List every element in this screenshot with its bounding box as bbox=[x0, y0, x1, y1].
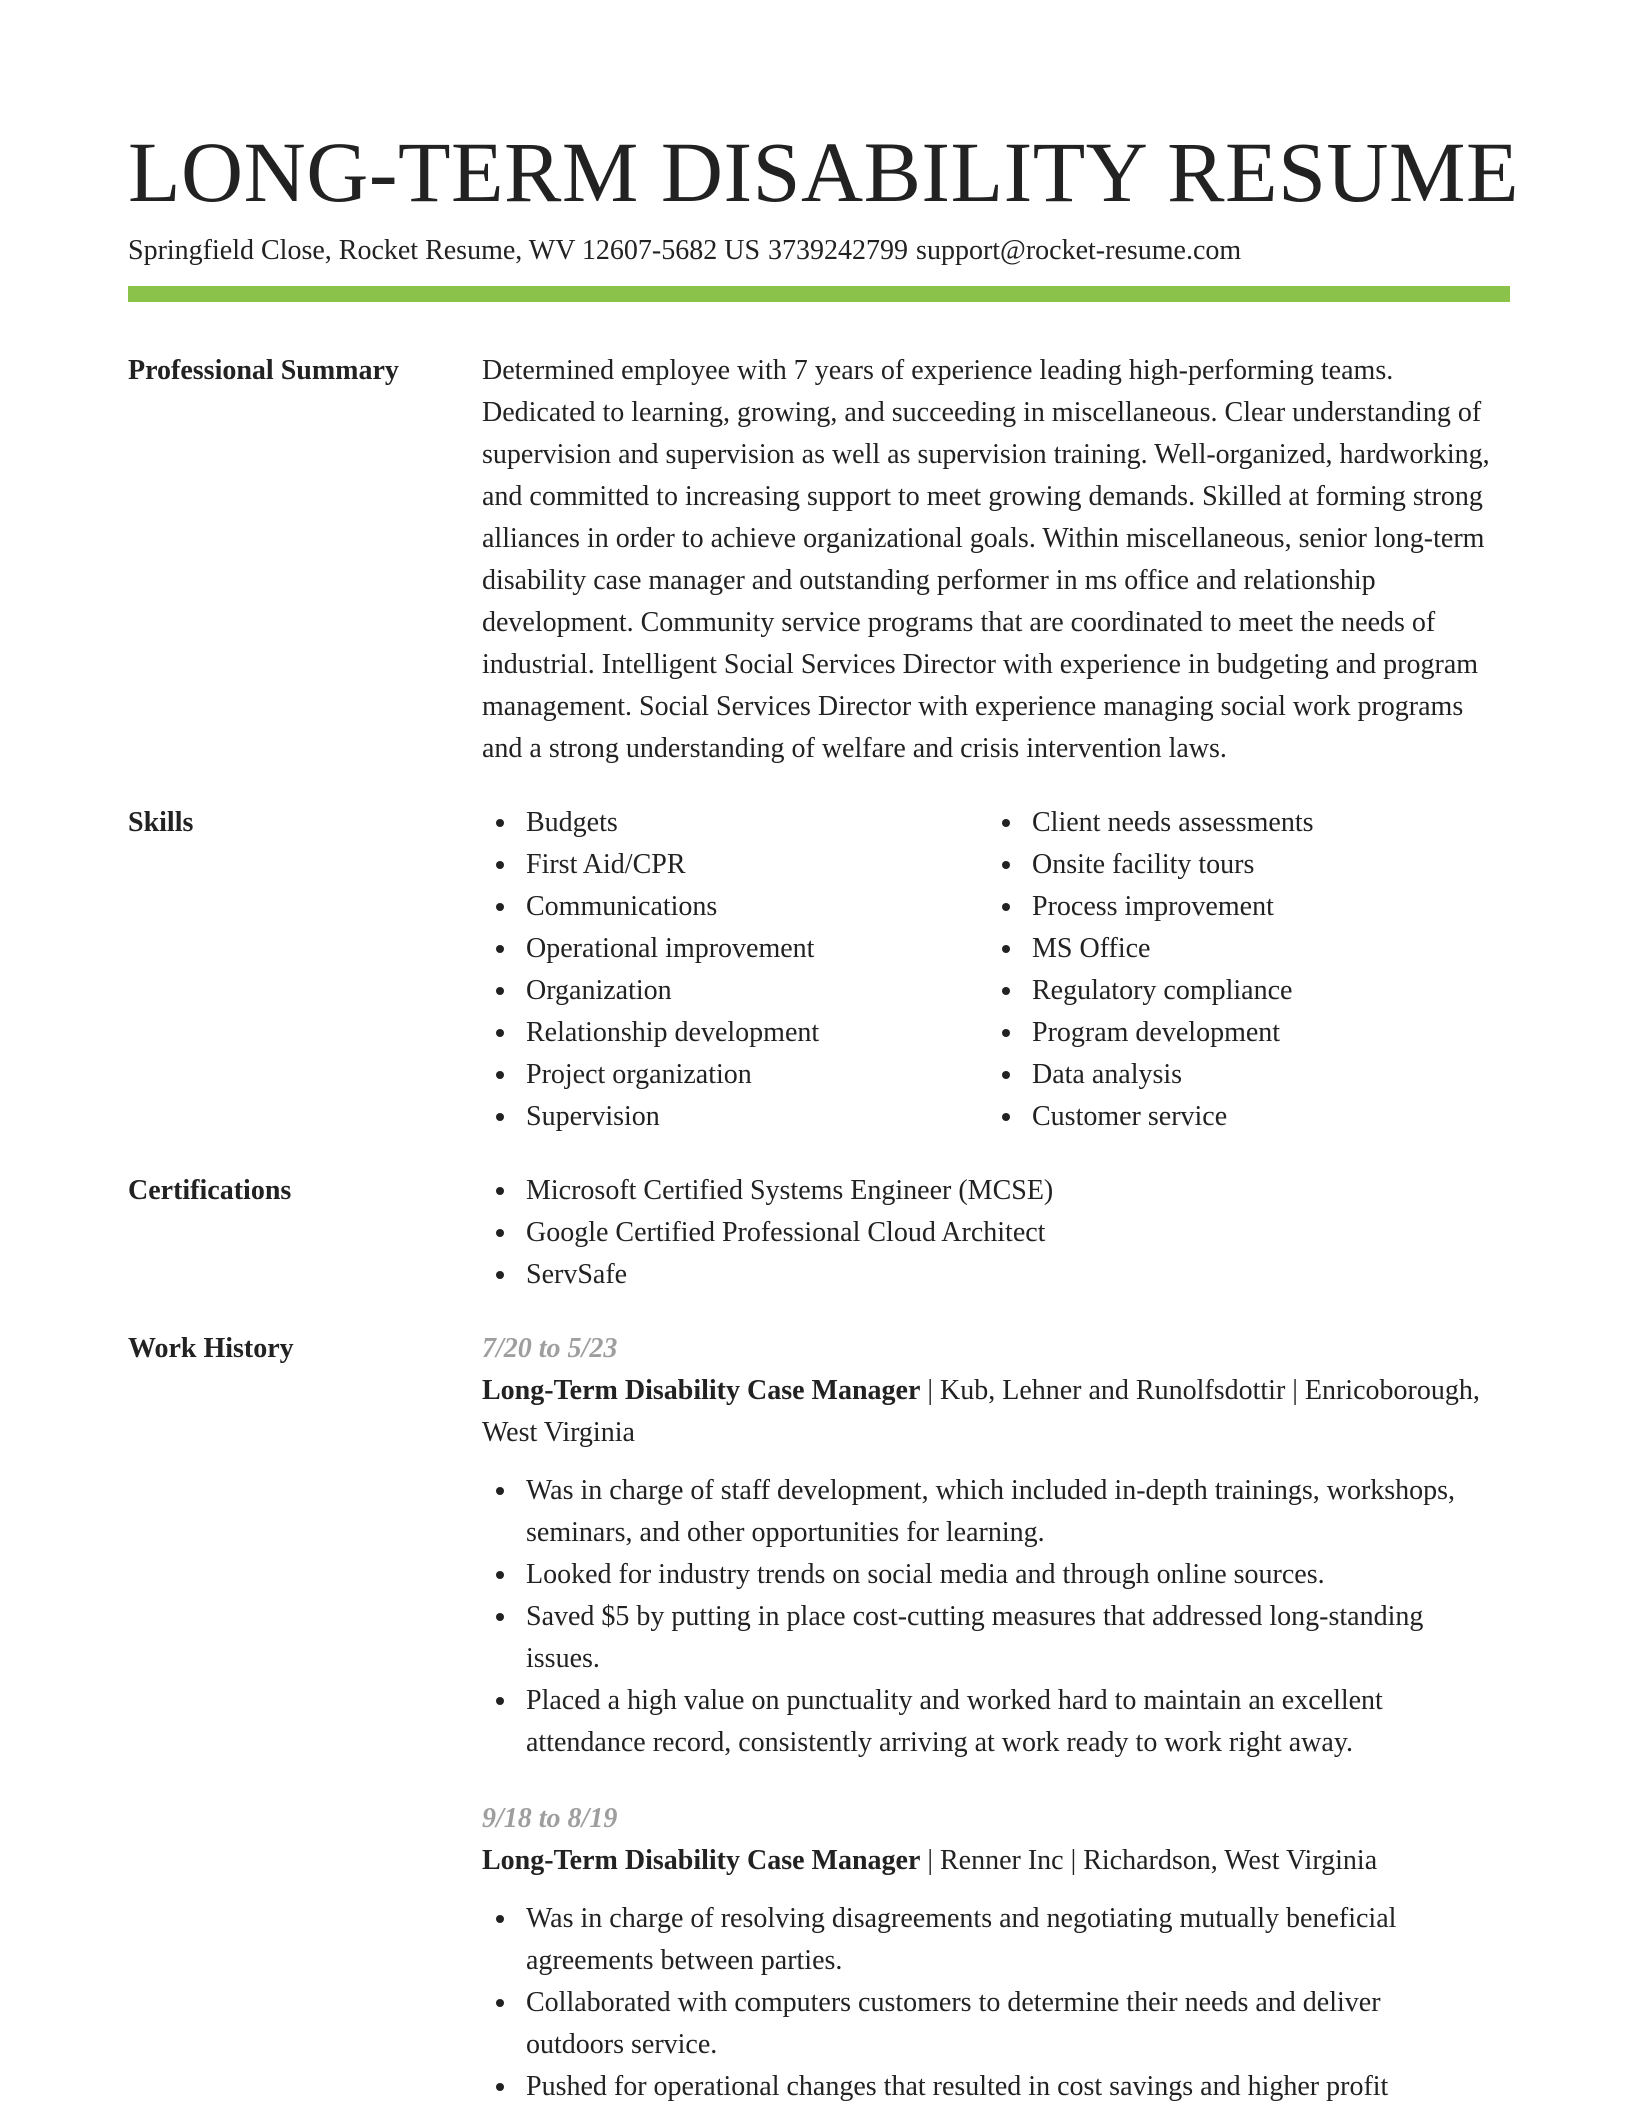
skill-item: MS Office bbox=[988, 928, 1494, 970]
job-bullet: Looked for industry trends on social media and through online sources. bbox=[482, 1554, 1482, 1596]
job-bullet: Collaborated with computers customers to determine their needs and deliver outdoors service. bbox=[482, 1982, 1482, 2066]
resume-title: LONG-TERM DISABILITY RESUME bbox=[128, 124, 1520, 220]
skills-list-left bbox=[482, 802, 988, 1138]
header-divider bbox=[128, 286, 1510, 302]
skill-item: Communications bbox=[482, 886, 988, 928]
certification-item: Google Certified Professional Cloud Architect bbox=[482, 1212, 1510, 1254]
skill-item: Onsite facility tours bbox=[988, 844, 1494, 886]
job-bullet: Was in charge of resolving disagreements and negotiating mutually beneficial agreements between parties. bbox=[482, 1898, 1482, 1982]
skills-list-right bbox=[988, 802, 1494, 1138]
certifications-list bbox=[482, 1170, 1510, 1296]
job-details: | Kub, Lehner and Runolfsdottir | Enricoborough, West Virginia bbox=[482, 1375, 1480, 1448]
skill-item: Process improvement bbox=[988, 886, 1494, 928]
skill-item: Client needs assessments bbox=[988, 802, 1494, 844]
summary-label: Professional Summary bbox=[128, 355, 399, 386]
work-history-section bbox=[128, 1328, 1510, 2112]
job-entry bbox=[482, 1798, 1510, 2108]
job-bullets bbox=[482, 1470, 1510, 1764]
job-title: Long-Term Disability Case Manager bbox=[482, 1845, 921, 1876]
contact-phone: 3739242799 bbox=[768, 235, 909, 266]
skill-item: Supervision bbox=[482, 1096, 988, 1138]
job-bullet: Pushed for operational changes that resulted in cost savings and higher profit bbox=[482, 2066, 1482, 2108]
job-dates: 7/20 to 5/23 bbox=[482, 1333, 618, 1364]
certification-item: ServSafe bbox=[482, 1254, 1510, 1296]
summary-section bbox=[128, 350, 1510, 770]
job-details: | Renner Inc | Richardson, West Virginia bbox=[920, 1845, 1378, 1876]
certifications-section bbox=[128, 1170, 1510, 1296]
job-entry bbox=[482, 1328, 1510, 1764]
skill-item: Program development bbox=[988, 1012, 1494, 1054]
resume-page bbox=[128, 0, 1520, 2112]
skill-item: Data analysis bbox=[988, 1054, 1494, 1096]
job-bullet: Was in charge of staff development, which included in-depth trainings, workshops, seminars, and other opportunities for learning. bbox=[482, 1470, 1482, 1554]
skills-section bbox=[128, 802, 1510, 1138]
skill-item: Organization bbox=[482, 970, 988, 1012]
job-title: Long-Term Disability Case Manager bbox=[482, 1375, 921, 1406]
job-heading bbox=[482, 1840, 1510, 1882]
skill-item: First Aid/CPR bbox=[482, 844, 988, 886]
job-bullets bbox=[482, 1898, 1510, 2108]
work-history-label: Work History bbox=[128, 1333, 294, 1364]
job-heading bbox=[482, 1370, 1510, 1454]
skill-item: Customer service bbox=[988, 1096, 1494, 1138]
certification-item: Microsoft Certified Systems Engineer (MCSE) bbox=[482, 1170, 1510, 1212]
skills-label: Skills bbox=[128, 807, 194, 838]
summary-text: Determined employee with 7 years of experience leading high-performing teams. Dedicated to learning, growing, and succeeding in miscellaneous. Clear understanding of supervision and supervision as well as supervision training. Well-organized, hardworking, and committed to increasing support to meet growing demands. Skilled at forming strong alliances in order to achieve organizational goals. Within miscellaneous, senior long-term disability case manager and outstanding performer in ms office and relationship development. Community service programs that are coordinated to meet the needs of industrial. Intelligent Social Services Director with experience in budgeting and program management. Social Services Director with experience managing social work programs and a strong understanding of welfare and crisis intervention laws. bbox=[482, 355, 1490, 764]
job-bullet: Saved $5 by putting in place cost-cutting measures that addressed long-standing issues. bbox=[482, 1596, 1482, 1680]
skill-item: Project organization bbox=[482, 1054, 988, 1096]
job-bullet: Placed a high value on punctuality and worked hard to maintain an excellent attendance record, consistently arriving at work ready to work right away. bbox=[482, 1680, 1482, 1764]
contact-line bbox=[128, 233, 1241, 269]
skill-item: Regulatory compliance bbox=[988, 970, 1494, 1012]
certifications-label: Certifications bbox=[128, 1175, 292, 1206]
job-dates: 9/18 to 8/19 bbox=[482, 1803, 618, 1834]
skill-item: Budgets bbox=[482, 802, 988, 844]
resume-content bbox=[128, 350, 1510, 2112]
contact-address: Springfield Close, Rocket Resume, WV 12607-5682 US bbox=[128, 235, 761, 266]
contact-email: support@rocket-resume.com bbox=[916, 235, 1242, 266]
skill-item: Operational improvement bbox=[482, 928, 988, 970]
skill-item: Relationship development bbox=[482, 1012, 988, 1054]
